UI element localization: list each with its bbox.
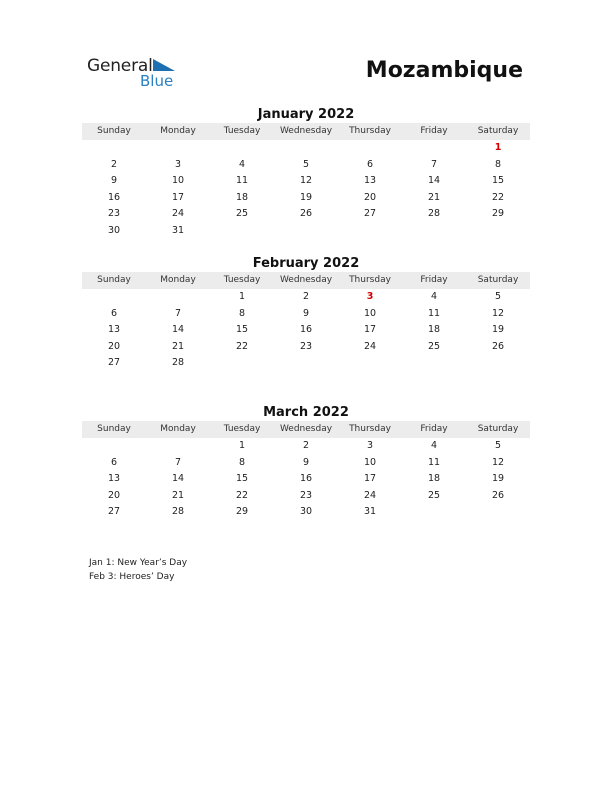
week-row xyxy=(82,455,530,472)
month-title: February 2022 xyxy=(252,256,360,271)
day-cell: 9 xyxy=(302,307,310,319)
day-cell: 3 xyxy=(366,440,374,451)
day-cell: 7 xyxy=(174,307,182,319)
day-cell: 22 xyxy=(235,340,249,352)
holiday-notes xyxy=(89,556,187,584)
day-cell: 11 xyxy=(235,175,249,187)
day-cell: 22 xyxy=(491,191,505,203)
day-cell: 18 xyxy=(235,191,249,203)
month-title: March 2022 xyxy=(263,405,349,420)
weekday-header: Sunday xyxy=(97,126,131,136)
empty-day-cell xyxy=(210,355,274,372)
empty-day-cell xyxy=(274,140,338,157)
empty-day-cell xyxy=(82,438,146,455)
day-cell: 17 xyxy=(171,191,185,203)
empty-day-cell xyxy=(402,504,466,521)
day-cell: 15 xyxy=(491,175,505,187)
logo-text-general: General xyxy=(87,56,153,76)
weekday-header: Sunday xyxy=(97,275,131,285)
empty-day-cell xyxy=(466,355,530,372)
holiday-day-cell: 1 xyxy=(494,142,502,153)
day-cell: 17 xyxy=(363,324,377,336)
day-cell: 1 xyxy=(238,291,246,302)
month-february xyxy=(82,255,530,372)
day-cell: 29 xyxy=(235,506,249,518)
month-march xyxy=(82,404,530,521)
empty-day-cell xyxy=(82,140,146,157)
day-cell: 10 xyxy=(363,307,377,319)
day-cell: 31 xyxy=(171,224,185,236)
weekday-header: Sunday xyxy=(97,424,131,434)
week-row xyxy=(82,289,530,306)
day-cell: 26 xyxy=(491,340,505,352)
day-cell: 28 xyxy=(427,208,441,220)
weekday-header: Saturday xyxy=(477,424,519,434)
day-cell: 17 xyxy=(363,473,377,485)
day-cell: 2 xyxy=(110,158,118,170)
day-cell: 26 xyxy=(491,489,505,501)
day-cell: 26 xyxy=(299,208,313,220)
day-cell: 30 xyxy=(107,224,121,236)
day-cell: 23 xyxy=(107,208,121,220)
day-cell: 28 xyxy=(171,506,185,518)
day-cell: 18 xyxy=(427,473,441,485)
day-cell: 20 xyxy=(363,191,377,203)
day-cell: 6 xyxy=(110,456,118,468)
day-cell: 19 xyxy=(299,191,313,203)
day-cell: 9 xyxy=(110,175,118,187)
empty-day-cell xyxy=(146,438,210,455)
day-cell: 25 xyxy=(427,489,441,501)
week-row xyxy=(82,173,530,190)
weekday-header: Saturday xyxy=(477,126,519,136)
empty-day-cell xyxy=(146,289,210,306)
weekday-header: Friday xyxy=(420,126,448,136)
empty-day-cell xyxy=(274,223,338,240)
day-cell: 14 xyxy=(171,473,185,485)
weekday-header: Friday xyxy=(420,424,448,434)
generalblue-logo xyxy=(87,56,187,92)
day-cell: 27 xyxy=(363,208,377,220)
day-cell: 25 xyxy=(235,208,249,220)
week-row xyxy=(82,190,530,207)
day-cell: 27 xyxy=(107,506,121,518)
week-row xyxy=(82,339,530,356)
week-row xyxy=(82,140,530,157)
week-row xyxy=(82,488,530,505)
day-cell: 7 xyxy=(174,456,182,468)
empty-day-cell xyxy=(402,355,466,372)
day-cell: 20 xyxy=(107,489,121,501)
week-row xyxy=(82,157,530,174)
day-cell: 2 xyxy=(302,440,310,451)
holiday-note: Feb 3: Heroes’ Day xyxy=(89,572,175,582)
weekday-header-row xyxy=(82,421,530,438)
day-cell: 5 xyxy=(494,440,502,451)
weekday-header-row xyxy=(82,123,530,140)
day-cell: 12 xyxy=(491,456,505,468)
day-cell: 18 xyxy=(427,324,441,336)
day-cell: 10 xyxy=(363,456,377,468)
weekday-header: Thursday xyxy=(349,126,391,136)
weekday-header: Saturday xyxy=(477,275,519,285)
day-cell: 14 xyxy=(171,324,185,336)
day-cell: 13 xyxy=(107,473,121,485)
weekday-header: Tuesday xyxy=(223,424,261,434)
day-cell: 6 xyxy=(366,158,374,170)
holiday-note: Jan 1: New Year’s Day xyxy=(89,558,188,568)
day-cell: 13 xyxy=(363,175,377,187)
day-cell: 30 xyxy=(299,506,313,518)
weekday-header-row xyxy=(82,272,530,289)
empty-day-cell xyxy=(338,223,402,240)
weekday-header: Monday xyxy=(160,424,196,434)
day-cell: 8 xyxy=(238,456,246,468)
day-cell: 31 xyxy=(363,506,377,518)
day-cell: 6 xyxy=(110,307,118,319)
weekday-header: Thursday xyxy=(349,275,391,285)
day-cell: 16 xyxy=(299,324,313,336)
day-cell: 2 xyxy=(302,291,310,302)
day-cell: 9 xyxy=(302,456,310,468)
day-cell: 21 xyxy=(171,489,185,501)
week-row xyxy=(82,355,530,372)
empty-day-cell xyxy=(338,140,402,157)
weekday-header: Tuesday xyxy=(223,275,261,285)
day-cell: 11 xyxy=(427,456,441,468)
day-cell: 23 xyxy=(299,489,313,501)
empty-day-cell xyxy=(274,355,338,372)
day-cell: 25 xyxy=(427,340,441,352)
day-cell: 16 xyxy=(299,473,313,485)
empty-day-cell xyxy=(402,223,466,240)
empty-day-cell xyxy=(466,504,530,521)
empty-day-cell xyxy=(338,355,402,372)
day-cell: 14 xyxy=(427,175,441,187)
week-row xyxy=(82,504,530,521)
logo-text-blue: Blue xyxy=(140,72,174,90)
day-cell: 22 xyxy=(235,489,249,501)
day-cell: 16 xyxy=(107,191,121,203)
day-cell: 28 xyxy=(171,357,185,369)
day-cell: 10 xyxy=(171,175,185,187)
day-cell: 3 xyxy=(174,158,182,170)
country-title: Mozambique xyxy=(365,58,523,83)
day-cell: 4 xyxy=(430,440,438,451)
empty-day-cell xyxy=(402,140,466,157)
day-cell: 13 xyxy=(107,324,121,336)
month-title: January 2022 xyxy=(257,107,355,122)
day-cell: 5 xyxy=(302,158,310,170)
day-cell: 27 xyxy=(107,357,121,369)
empty-day-cell xyxy=(82,289,146,306)
day-cell: 4 xyxy=(430,291,438,302)
day-cell: 1 xyxy=(238,440,246,451)
weekday-header: Wednesday xyxy=(279,126,333,136)
empty-day-cell xyxy=(210,223,274,240)
day-cell: 19 xyxy=(491,473,505,485)
day-cell: 29 xyxy=(491,208,505,220)
week-row xyxy=(82,322,530,339)
weekday-header: Tuesday xyxy=(223,126,261,136)
day-cell: 5 xyxy=(494,291,502,302)
day-cell: 19 xyxy=(491,324,505,336)
day-cell: 24 xyxy=(171,208,185,220)
weekday-header: Friday xyxy=(420,275,448,285)
weekday-header: Wednesday xyxy=(279,275,333,285)
day-cell: 7 xyxy=(430,158,438,170)
day-cell: 20 xyxy=(107,340,121,352)
empty-day-cell xyxy=(466,223,530,240)
day-cell: 4 xyxy=(238,158,246,170)
logo-triangle-icon xyxy=(153,59,175,71)
day-cell: 21 xyxy=(427,191,441,203)
day-cell: 24 xyxy=(363,340,377,352)
holiday-day-cell: 3 xyxy=(366,291,374,302)
empty-day-cell xyxy=(210,140,274,157)
week-row xyxy=(82,223,530,240)
weekday-header: Thursday xyxy=(349,424,391,434)
day-cell: 11 xyxy=(427,307,441,319)
day-cell: 12 xyxy=(491,307,505,319)
day-cell: 15 xyxy=(235,473,249,485)
empty-day-cell xyxy=(146,140,210,157)
weekday-header: Monday xyxy=(160,275,196,285)
weekday-header: Wednesday xyxy=(279,424,333,434)
day-cell: 12 xyxy=(299,175,313,187)
month-january xyxy=(82,106,530,240)
day-cell: 21 xyxy=(171,340,185,352)
day-cell: 23 xyxy=(299,340,313,352)
day-cell: 24 xyxy=(363,489,377,501)
week-row xyxy=(82,206,530,223)
week-row xyxy=(82,306,530,323)
day-cell: 8 xyxy=(494,158,502,170)
week-row xyxy=(82,438,530,455)
week-row xyxy=(82,471,530,488)
day-cell: 15 xyxy=(235,324,249,336)
weekday-header: Monday xyxy=(160,126,196,136)
day-cell: 8 xyxy=(238,307,246,319)
